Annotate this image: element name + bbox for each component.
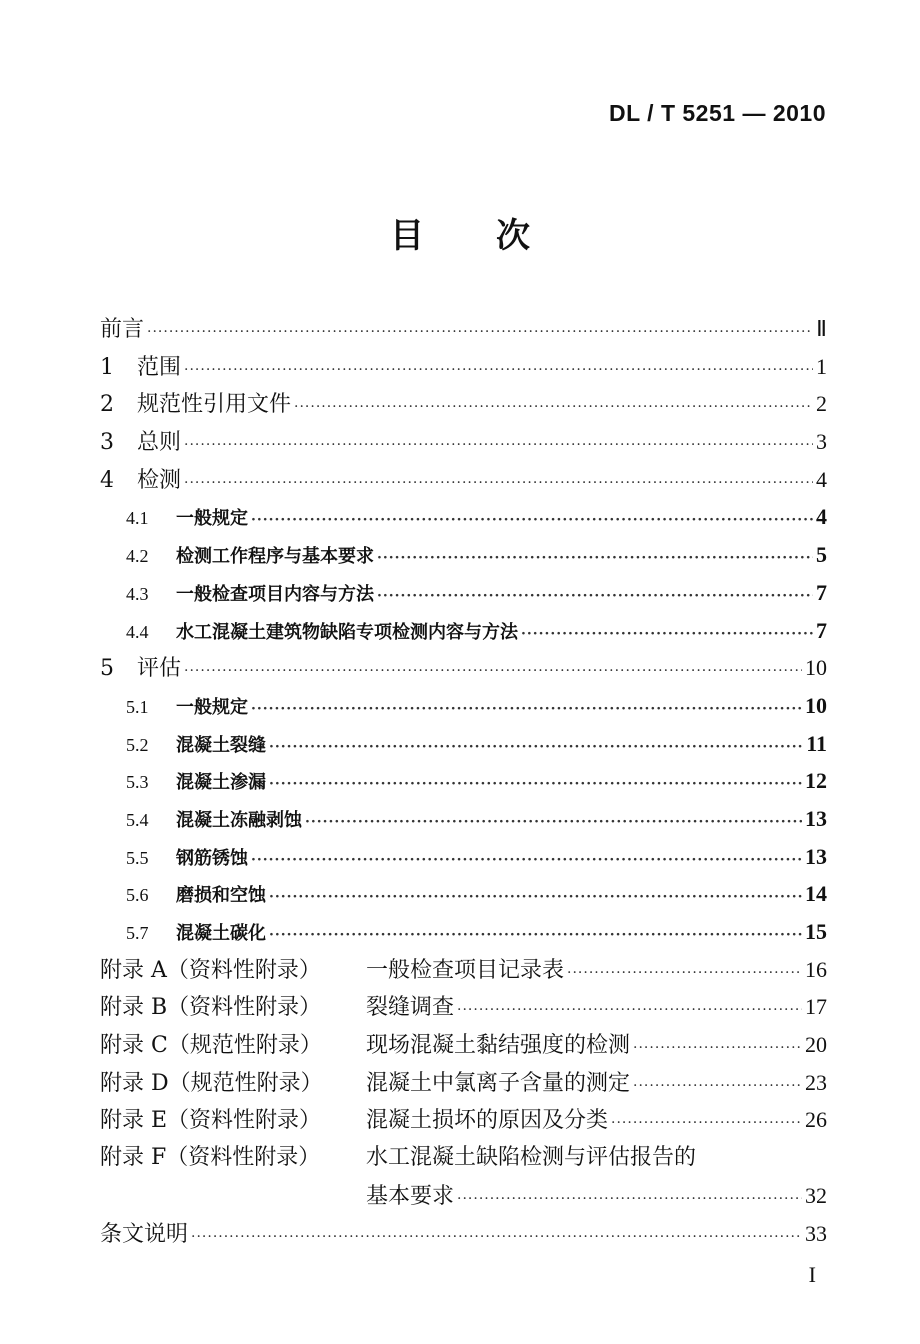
toc-page-number: 2 <box>816 391 827 417</box>
toc-entry-text: 一般检查项目内容与方法 <box>176 583 374 605</box>
toc-entry-text: 现场混凝土黏结强度的检测 <box>366 1033 631 1059</box>
toc-page-number: 23 <box>805 1069 827 1095</box>
toc-page-number: 4 <box>816 504 827 530</box>
toc-entry-text: 混凝土裂缝 <box>176 734 266 756</box>
toc-section-number: 5.7 <box>126 923 149 943</box>
leader-dots <box>184 352 813 390</box>
toc-entry-appendix-d[interactable] <box>100 1064 827 1102</box>
toc-page-number: 20 <box>805 1032 827 1058</box>
leader-dots <box>269 729 803 767</box>
toc-entry-chapter-3[interactable] <box>100 423 827 461</box>
toc-entry-text: 总则 <box>137 430 182 456</box>
toc-entry-text: 规范性引用文件 <box>137 392 292 418</box>
toc-entry-text: 检测 <box>137 467 182 493</box>
toc-page-number: 10 <box>805 655 827 681</box>
toc-entry-text: 钢筋锈蚀 <box>176 847 248 869</box>
toc-entry-explanation[interactable] <box>100 1215 827 1253</box>
toc-page-number: 32 <box>805 1182 827 1208</box>
toc-entry-chapter-1[interactable] <box>100 348 827 386</box>
toc-entry-appendix-e[interactable] <box>100 1101 827 1139</box>
toc-appendix-label: 附录 C（规范性附录） <box>100 1033 322 1059</box>
toc-appendix-label: 附录 F（资料性附录） <box>100 1145 321 1171</box>
toc-page-number: 7 <box>816 617 827 643</box>
page-number: I <box>808 1262 816 1287</box>
toc-entry-text: 混凝土冻融剥蚀 <box>176 809 302 831</box>
toc-page-number: 33 <box>805 1220 827 1246</box>
toc-entry-text-continued: 基本要求 <box>366 1183 455 1209</box>
leader-dots <box>184 653 802 691</box>
leader-dots <box>457 992 802 1030</box>
toc-page-number: 15 <box>805 919 827 944</box>
toc-entry-appendix-f[interactable] <box>100 1139 827 1177</box>
toc-chapter-number: 3 <box>100 430 114 456</box>
toc-entry-section-5-6[interactable] <box>100 875 827 913</box>
toc-entry-appendix-c[interactable] <box>100 1026 827 1064</box>
leader-dots <box>184 427 813 465</box>
leader-dots <box>567 955 802 993</box>
leader-dots <box>184 465 813 503</box>
toc-entry-chapter-4[interactable] <box>100 461 827 499</box>
toc-appendix-label: 附录 E（资料性附录） <box>100 1108 322 1134</box>
toc-entry-section-5-2[interactable] <box>100 725 827 763</box>
page-title: 目次 <box>390 216 602 256</box>
toc-section-number: 5.5 <box>126 847 149 868</box>
toc-section-number: 5.2 <box>126 734 149 755</box>
toc-entry-section-4-3[interactable] <box>100 574 827 612</box>
toc-page-number: 4 <box>816 466 827 492</box>
toc-appendix-label: 附录 D（规范性附录） <box>100 1070 323 1096</box>
toc-page-number: 16 <box>805 956 827 982</box>
leader-dots <box>377 540 813 578</box>
toc-page-number: 14 <box>805 881 827 907</box>
toc-section-number: 5.4 <box>126 809 149 830</box>
toc-entry-section-4-2[interactable] <box>100 536 827 574</box>
toc-page-number: 26 <box>805 1107 827 1133</box>
toc-page-number: 17 <box>805 994 827 1020</box>
toc-entry-text: 混凝土损坏的原因及分类 <box>366 1108 609 1134</box>
toc-entry-text: 一般规定 <box>176 696 248 718</box>
toc-section-number: 5.1 <box>126 696 149 717</box>
toc-page-number: 3 <box>816 429 827 455</box>
toc-section-number: 5.3 <box>126 772 149 793</box>
leader-dots <box>377 578 813 616</box>
toc-appendix-label: 附录 B（资料性附录） <box>100 995 322 1021</box>
standard-code: DL / T 5251 — 2010 <box>609 100 826 126</box>
leader-dots <box>191 1219 802 1257</box>
toc-page-number: 10 <box>805 692 827 718</box>
toc-entry-appendix-b[interactable] <box>100 988 827 1026</box>
toc-entry-text: 混凝土中氯离子含量的测定 <box>366 1070 631 1096</box>
toc-entry-text: 混凝土碳化 <box>176 923 266 944</box>
toc-entry-text: 水工混凝土缺陷检测与评估报告的 <box>366 1145 697 1171</box>
toc-entry-section-4-4[interactable] <box>100 612 827 650</box>
toc-entry-section-4-1[interactable] <box>100 498 827 536</box>
leader-dots <box>611 1105 802 1143</box>
toc-page-number: 7 <box>816 579 827 605</box>
toc-entry-text: 前言 <box>100 317 145 342</box>
toc-entry-chapter-5[interactable] <box>100 649 827 687</box>
leader-dots <box>521 616 813 654</box>
toc-entry-appendix-f-continued[interactable] <box>100 1177 827 1215</box>
toc-chapter-number: 2 <box>100 392 114 418</box>
toc-section-number: 5.6 <box>126 885 149 906</box>
toc-page-number: 11 <box>806 730 827 756</box>
toc-entry-appendix-a[interactable] <box>100 951 827 989</box>
leader-dots <box>633 1068 802 1106</box>
toc-entry-section-5-5[interactable] <box>100 838 827 876</box>
toc-entry-text: 裂缝调查 <box>366 995 455 1021</box>
toc-entry-preface[interactable] <box>100 310 827 348</box>
toc-entry-text: 范围 <box>137 354 182 380</box>
toc-page-number: 13 <box>805 843 827 869</box>
toc-entry-text: 水工混凝土建筑物缺陷专项检测内容与方法 <box>176 621 518 643</box>
leader-dots <box>251 691 802 729</box>
leader-dots <box>269 766 802 804</box>
toc-entry-text: 混凝土渗漏 <box>176 772 266 794</box>
toc-chapter-number: 1 <box>100 354 114 380</box>
toc-page-number: 1 <box>816 353 827 379</box>
toc-entry-text: 一般检查项目记录表 <box>366 957 565 983</box>
toc-entry-text: 检测工作程序与基本要求 <box>176 546 374 568</box>
leader-dots <box>633 1030 802 1068</box>
toc-entry-chapter-2[interactable] <box>100 385 827 423</box>
toc-entry-text: 评估 <box>137 656 182 682</box>
leader-dots <box>251 502 813 540</box>
toc-chapter-number: 4 <box>100 467 114 493</box>
toc-section-number: 4.4 <box>126 621 149 642</box>
leader-dots <box>294 389 813 427</box>
toc-page-number: 12 <box>805 768 827 794</box>
toc-entry-section-5-3[interactable] <box>100 762 827 800</box>
leader-dots <box>305 804 802 842</box>
toc-entry-text: 磨损和空蚀 <box>176 885 266 907</box>
leader-dots <box>269 879 802 917</box>
toc-entry-text: 一般规定 <box>176 508 248 530</box>
toc-appendix-label: 附录 A（资料性附录） <box>100 957 321 983</box>
toc-entry-section-5-1[interactable] <box>100 687 827 725</box>
leader-dots <box>147 314 813 352</box>
toc-page-number: 5 <box>816 542 827 568</box>
toc-page-number: 13 <box>805 805 827 831</box>
toc-section-number: 4.1 <box>126 508 149 529</box>
toc-chapter-number: 5 <box>100 656 114 682</box>
table-of-contents <box>100 310 827 1252</box>
toc-entry-section-5-7[interactable] <box>100 913 827 951</box>
toc-entry-text: 条文说明 <box>100 1221 189 1247</box>
leader-dots <box>457 1181 802 1219</box>
toc-entry-section-5-4[interactable] <box>100 800 827 838</box>
leader-dots <box>269 917 802 955</box>
toc-page-number: Ⅱ <box>816 316 827 341</box>
leader-dots <box>251 842 802 880</box>
toc-section-number: 4.2 <box>126 546 149 567</box>
toc-section-number: 4.3 <box>126 583 149 604</box>
